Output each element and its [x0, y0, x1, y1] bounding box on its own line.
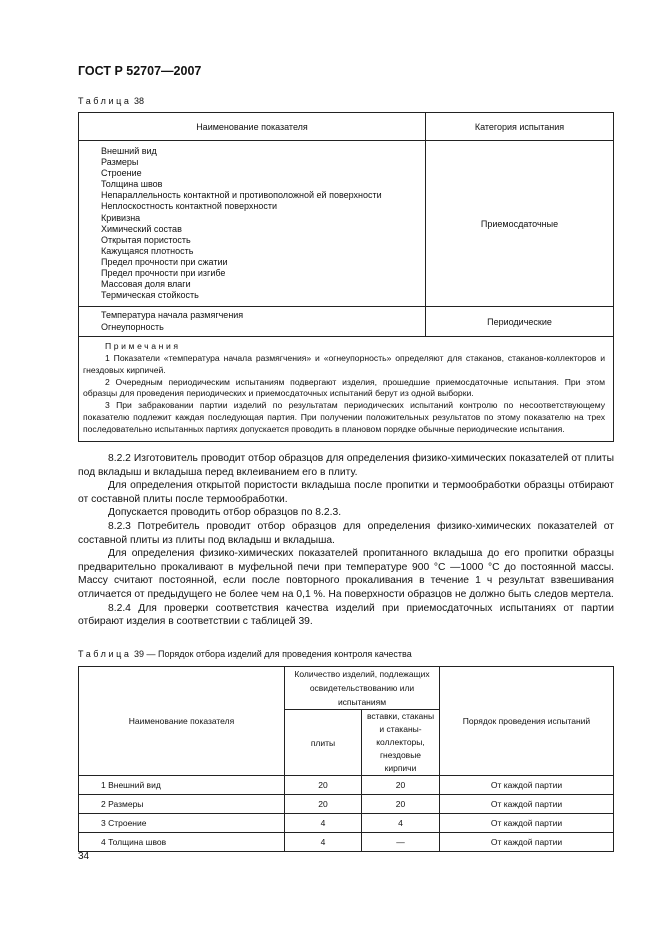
- row-name: 1 Внешний вид: [79, 776, 285, 795]
- table-row: [79, 833, 614, 852]
- list-item: Огнеупорность: [101, 321, 164, 332]
- table38-group1-category: Приемосдаточные: [426, 141, 614, 307]
- list-item: Кривизна: [101, 212, 141, 223]
- note-3: 3 При забраковании партии изделий по результатам периодических испытаний контролю по несоответствующему показателю подлежит каждая последующая партия. При получении положительных результатов по этому показателю на трех последовательно испытанных партиях допускается проводить в плановом порядке обычные периодические испытания.: [83, 400, 605, 434]
- list-item: Кажущаяся плотность: [101, 245, 194, 256]
- table-row: [79, 776, 614, 795]
- table39-caption-word: Таблица: [78, 649, 132, 659]
- page-number: 34: [78, 851, 90, 862]
- table-row: [79, 814, 614, 833]
- row-plates: 20: [285, 776, 362, 795]
- row-order: От каждой партии: [440, 776, 614, 795]
- table39-caption: [78, 649, 412, 659]
- row-name: 2 Размеры: [79, 795, 285, 814]
- list-item: Предел прочности при изгибе: [101, 268, 226, 279]
- table-38: [78, 112, 614, 442]
- table-39: [78, 666, 614, 852]
- row-inserts: —: [362, 833, 440, 852]
- table39-col-plates: плиты: [285, 710, 362, 776]
- table38-caption-number: 38: [134, 96, 145, 106]
- row-name: 4 Толщина швов: [79, 833, 285, 852]
- row-inserts: 20: [362, 795, 440, 814]
- list-item: Термическая стойкость: [101, 290, 199, 301]
- row-inserts: 4: [362, 814, 440, 833]
- table38-group2-category: Периодические: [426, 307, 614, 337]
- table38-group2-items: [79, 307, 426, 337]
- notes-heading: Примечания: [105, 341, 181, 352]
- row-order: От каждой партии: [440, 814, 614, 833]
- list-item: Неплоскостность контактной поверхности: [101, 201, 277, 212]
- row-inserts: 20: [362, 776, 440, 795]
- table38-group1-items: [79, 141, 426, 307]
- table38-caption: [78, 96, 144, 106]
- row-name: 3 Строение: [79, 814, 285, 833]
- list-item: Открытая пористость: [101, 234, 191, 245]
- list-item: Химический состав: [101, 223, 182, 234]
- table39-col-name: Наименование показателя: [79, 667, 285, 776]
- paragraph: Допускается проводить отбор образцов по 8.2.3.: [108, 507, 342, 519]
- table39-col-inserts: вставки, стаканы и стаканы-коллекторы, гнездовые кирпичи: [362, 710, 440, 776]
- list-item: Температура начала размягчения: [101, 310, 244, 321]
- list-item: Толщина швов: [101, 179, 163, 190]
- row-order: От каждой партии: [440, 795, 614, 814]
- list-item: Размеры: [101, 157, 139, 168]
- paragraph-8-2-3: 8.2.3 Потребитель проводит отбор образцов для определения физико-химических показателей от составной плиты из плиты под вкладыш и вкладыша.: [78, 520, 614, 546]
- row-plates: 20: [285, 795, 362, 814]
- table38-col2-header: Категория испытания: [426, 113, 614, 141]
- row-plates: 4: [285, 833, 362, 852]
- list-item: Массовая доля влаги: [101, 279, 191, 290]
- note-2: 2 Очередным периодическим испытаниям подвергают изделия, прошедшие приемосдаточные испытания. При этом образцы для проведения периодических и приемосдаточных испытаний берут из одной выборки.: [83, 376, 605, 399]
- list-item: Непараллельность контактной и противоположной ей поверхности: [101, 190, 382, 201]
- list-item: Внешний вид: [101, 146, 157, 156]
- body-text: [78, 452, 614, 629]
- paragraph-8-2-4: 8.2.4 Для проверки соответствия качества изделий при приемосдаточных испытаниях от партии отбирают изделия в соответствии с таблицей 39.: [78, 602, 614, 628]
- table38-col1-header: Наименование показателя: [79, 113, 426, 141]
- table38-notes: [79, 337, 614, 441]
- paragraph: Для определения открытой пористости вкладыша после пропитки и термообработки образцы отбирают от составной плиты после термообработки.: [78, 480, 614, 505]
- table-row: [79, 795, 614, 814]
- note-1: 1 Показатели «температура начала размягчения» и «огнеупорность» определяют для стаканов, стаканов-коллекторов и гнездовых кирпичей.: [83, 352, 605, 375]
- list-item: Строение: [101, 168, 142, 179]
- row-plates: 4: [285, 814, 362, 833]
- row-order: От каждой партии: [440, 833, 614, 852]
- document-header: ГОСТ Р 52707—2007: [78, 64, 202, 78]
- paragraph: Для определения физико-химических показателей пропитанного вкладыша до его пропитки образцы предварительно прокаливают в муфельной печи при температуре 900 °С —1000 °С до постоянной массы. Массу считают постоянной, если после повторного прокаливания в течение 1 ч результат взвешивания отличается от предыдущего не более чем на 0,1 %. На поверхности образцов не должно быть следов мертела.: [78, 548, 614, 600]
- paragraph-8-2-2: 8.2.2 Изготовитель проводит отбор образцов для определения физико-химических показателей от плиты под вкладыш и вкладыша перед вклеиванием его в плиту.: [78, 453, 614, 478]
- table38-caption-word: Таблица: [78, 96, 132, 106]
- table39-col-qty: Количество изделий, подлежащих освидетельствованию или испытаниям: [285, 667, 440, 710]
- list-item: Предел прочности при сжатии: [101, 256, 228, 267]
- table39-col-order: Порядок проведения испытаний: [440, 667, 614, 776]
- table39-caption-text: 39 — Порядок отбора изделий для проведения контроля качества: [134, 649, 412, 659]
